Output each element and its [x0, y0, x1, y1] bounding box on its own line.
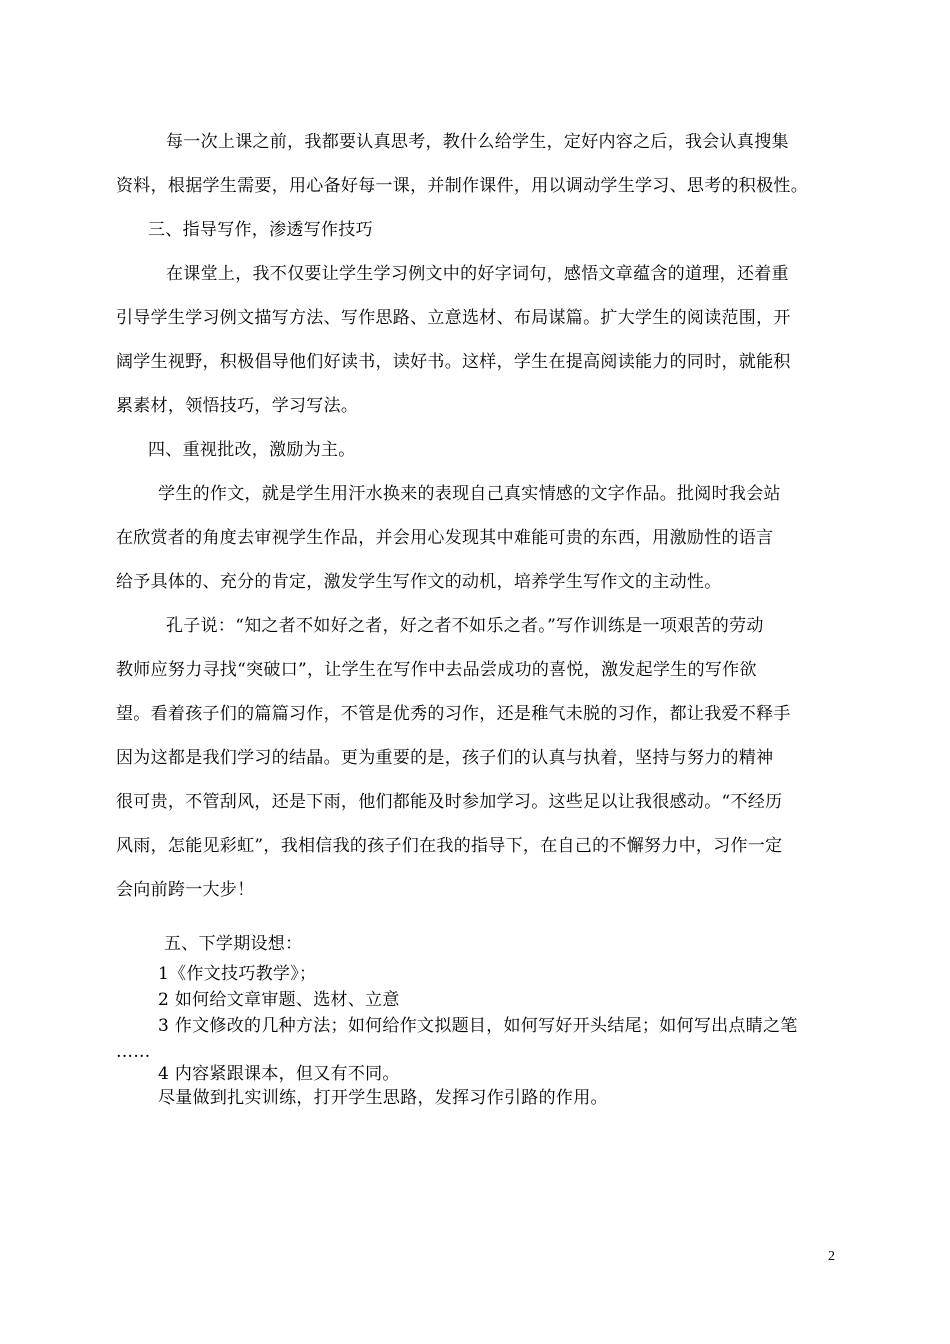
- section-heading: 四、重视批改，激励为主。: [148, 440, 356, 460]
- paragraph-line: 每一次上课之前，我都要认真思考，教什么给学生，定好内容之后，我会认真搜集: [166, 132, 789, 152]
- paragraph-line: 风雨，怎能见彩虹”，我相信我的孩子们在我的指导下，在自己的不懈努力中，习作一定: [116, 836, 783, 856]
- section-heading: 三、指导写作，渗透写作技巧: [148, 220, 373, 240]
- paragraph-line: 资料，根据学生需要，用心备好每一课，并制作课件，用以调动学生学习、思考的积极性。: [116, 176, 808, 196]
- page-number: 2: [828, 1249, 835, 1264]
- plan-item: 4 内容紧跟课本，但又有不同。: [158, 1064, 400, 1084]
- paragraph-line: 给予具体的、充分的肯定，激发学生写作文的动机，培养学生写作文的主动性。: [116, 572, 722, 592]
- paragraph-line: 孔子说：“知之者不如好之者，好之者不如乐之者。”写作训练是一项艰苦的劳动: [166, 616, 764, 636]
- plan-item-continuation: ……: [116, 1042, 151, 1062]
- paragraph-line: 望。看着孩子们的篇篇习作，不管是优秀的习作，还是稚气未脱的习作，都让我爱不释手: [116, 704, 791, 724]
- paragraph-line: 很可贵，不管刮风，还是下雨，他们都能及时参加学习。这些足以让我很感动。“不经历: [116, 792, 783, 812]
- plan-item: 3 作文修改的几种方法；如何给作文拟题目，如何写好开头结尾；如何写出点睛之笔: [158, 1016, 798, 1036]
- paragraph-line: 累素材，领悟技巧，学习写法。: [116, 396, 359, 416]
- paragraph-line: 教师应努力寻找“突破口”，让学生在写作中去品尝成功的喜悦，激发起学生的写作欲: [116, 660, 757, 680]
- closing-line: 尽量做到扎实训练，打开学生思路，发挥习作引路的作用。: [158, 1088, 608, 1108]
- paragraph-line: 会向前跨一大步！: [116, 880, 255, 900]
- paragraph-line: 在欣赏者的角度去审视学生作品，并会用心发现其中难能可贵的东西，用激励性的语言: [116, 528, 774, 548]
- paragraph-line: 引导学生学习例文描写方法、写作思路、立意选材、布局谋篇。扩大学生的阅读范围，开: [116, 308, 791, 328]
- plan-item: 2 如何给文章审题、选材、立意: [158, 990, 400, 1010]
- plan-item: 1《作文技巧教学》；: [158, 964, 317, 984]
- paragraph-line: 在课堂上，我不仅要让学生学习例文中的好字词句，感悟文章蕴含的道理，还着重: [166, 264, 789, 284]
- paragraph-line: 因为这都是我们学习的结晶。更为重要的是，孩子们的认真与执着，坚持与努力的精神: [116, 748, 774, 768]
- paragraph-line: 阔学生视野，积极倡导他们好读书，读好书。这样，学生在提高阅读能力的同时，就能积: [116, 352, 791, 372]
- section-heading: 五、下学期设想：: [164, 934, 303, 954]
- paragraph-line: 学生的作文，就是学生用汗水换来的表现自己真实情感的文字作品。批阅时我会站: [158, 484, 781, 504]
